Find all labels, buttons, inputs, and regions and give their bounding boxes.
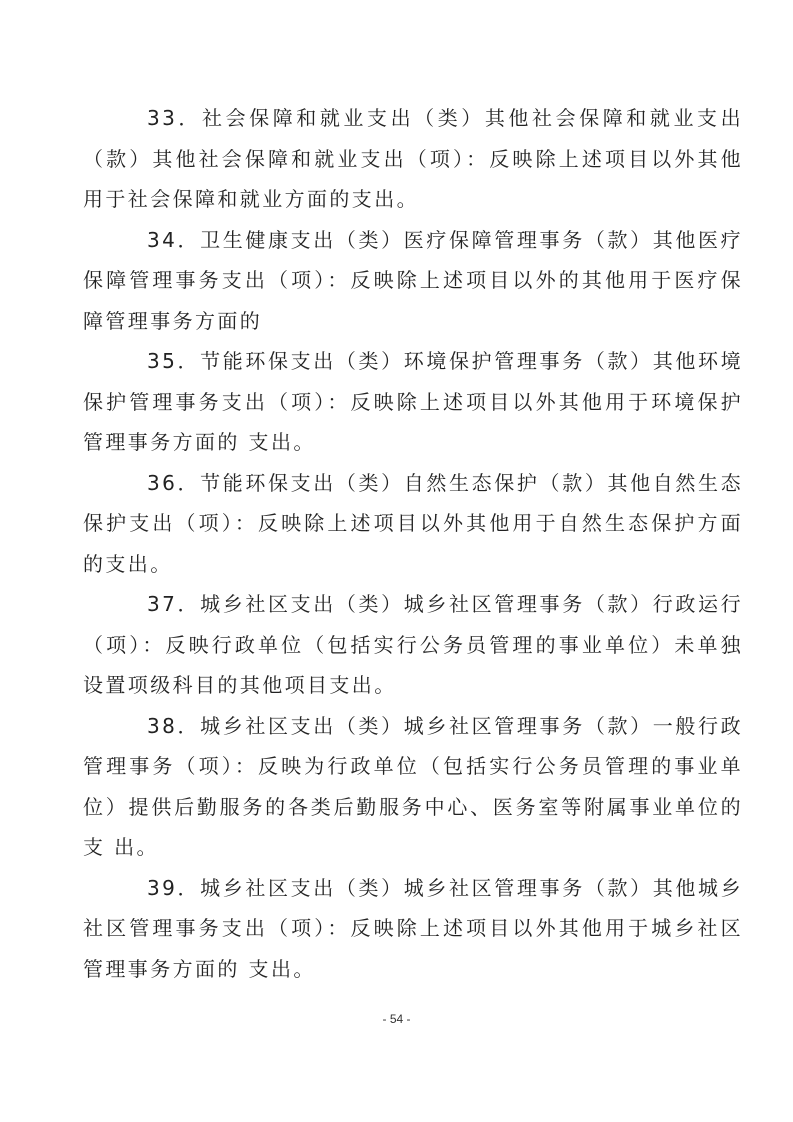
- paragraph-item-34: 34．卫生健康支出（类）医疗保障管理事务（款）其他医疗保障管理事务支出（项）：反映除上述项目以外的其他用于医疗保障管理事务方面的: [83, 227, 743, 333]
- paragraph-item-35: 35．节能环保支出（类）环境保护管理事务（款）其他环境保护管理事务支出（项）：反映除上述项目以外其他用于环境保护管理事务方面的 支出。: [83, 349, 743, 454]
- paragraph-item-39: 39．城乡社区支出（类）城乡社区管理事务（款）其他城乡社区管理事务支出（项）：反映除上述项目以外其他用于城乡社区管理事务方面的 支出。: [83, 875, 743, 981]
- page-number: - 54 -: [382, 1012, 411, 1026]
- body-text: [83, 98, 743, 989]
- paragraph-item-36: 36．节能环保支出（类）自然生态保护（款）其他自然生态保护支出（项）：反映除上述项目以外其他用于自然生态保护方面的支出。: [83, 470, 743, 576]
- paragraph-item-38: 38．城乡社区支出（类）城乡社区管理事务（款）一般行政管理事务（项）：反映为行政单位（包括实行公务员管理的事业单位）提供后勤服务的各类后勤服务中心、医务室等附属事业单位的支 出。: [83, 713, 743, 859]
- paragraph-item-37: 37．城乡社区支出（类）城乡社区管理事务（款）行政运行（项）：反映行政单位（包括实行公务员管理的事业单位）未单独 设置项级科目的其他项目支出。: [83, 592, 743, 697]
- paragraph-item-33: 33．社会保障和就业支出（类）其他社会保障和就业支出（款）其他社会保障和就业支出（项）：反映除上述项目以外其他用于社会保障和就业方面的支出。: [83, 106, 743, 211]
